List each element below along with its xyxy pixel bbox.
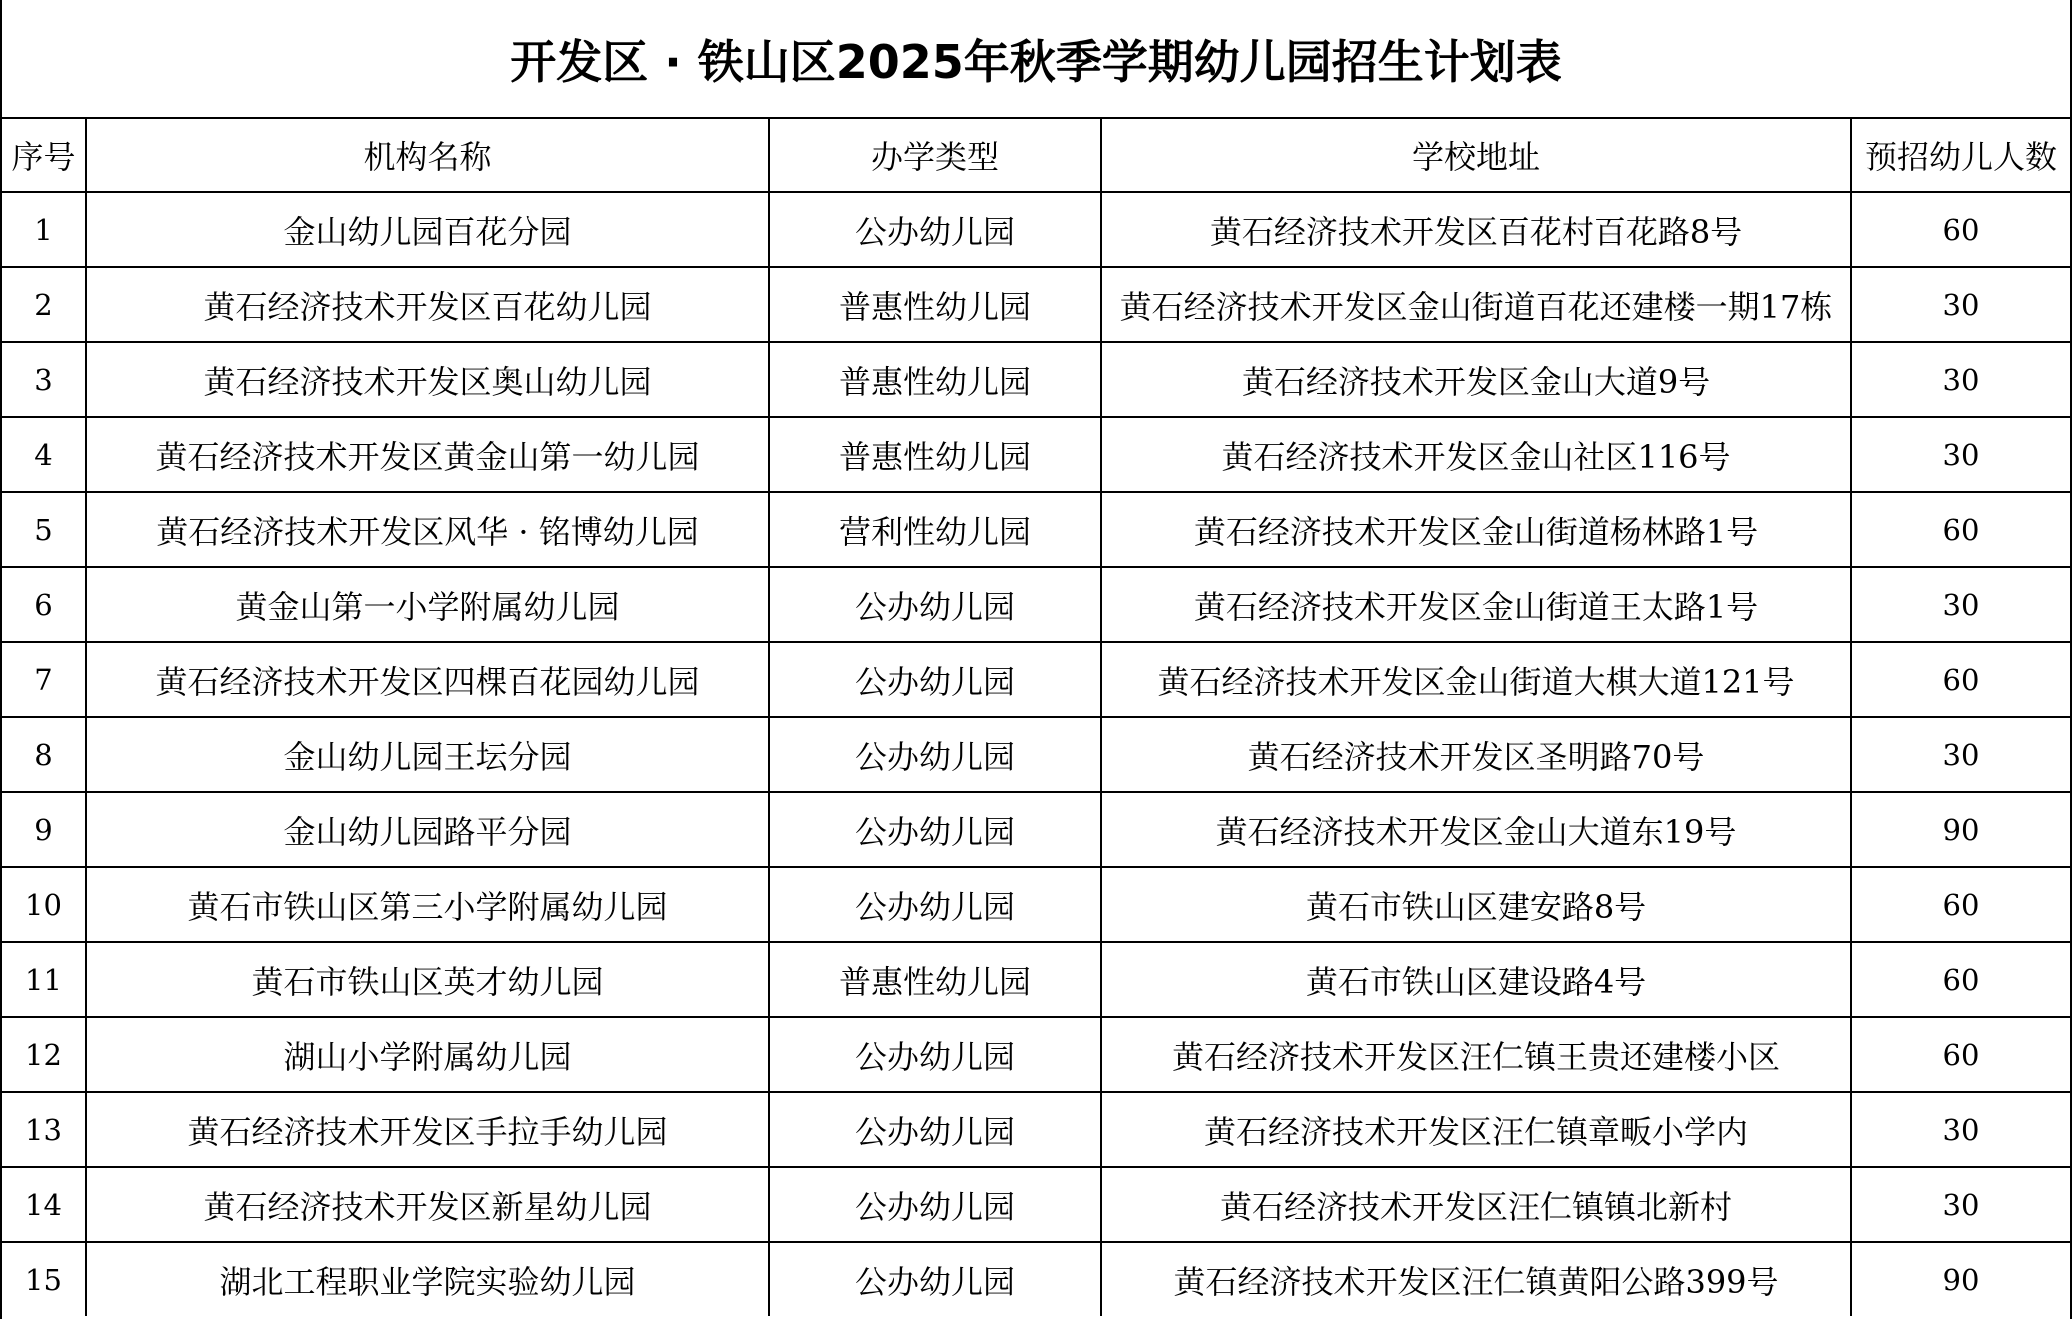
cell-index: 7 bbox=[2, 642, 86, 717]
table-row bbox=[2, 642, 2070, 717]
cell-institution-name: 黄石经济技术开发区百花幼儿园 bbox=[86, 267, 769, 342]
cell-school-type: 公办幼儿园 bbox=[769, 792, 1101, 867]
cell-index: 11 bbox=[2, 942, 86, 1017]
cell-school-type: 公办幼儿园 bbox=[769, 567, 1101, 642]
cell-planned-enrollment: 30 bbox=[1851, 1167, 2070, 1242]
cell-index: 3 bbox=[2, 342, 86, 417]
cell-school-address: 黄石经济技术开发区金山街道大棋大道121号 bbox=[1101, 642, 1851, 717]
cell-school-address: 黄石经济技术开发区金山大道9号 bbox=[1101, 342, 1851, 417]
page-title: 开发区 · 铁山区2025年秋季学期幼儿园招生计划表 bbox=[510, 34, 1562, 89]
cell-index: 6 bbox=[2, 567, 86, 642]
cell-index: 14 bbox=[2, 1167, 86, 1242]
cell-school-address: 黄石经济技术开发区汪仁镇黄阳公路399号 bbox=[1101, 1242, 1851, 1316]
table-row bbox=[2, 342, 2070, 417]
cell-school-address: 黄石经济技术开发区金山社区116号 bbox=[1101, 417, 1851, 492]
table-row bbox=[2, 267, 2070, 342]
cell-school-address: 黄石经济技术开发区汪仁镇章畈小学内 bbox=[1101, 1092, 1851, 1167]
cell-index: 4 bbox=[2, 417, 86, 492]
cell-planned-enrollment: 60 bbox=[1851, 492, 2070, 567]
cell-school-address: 黄石经济技术开发区金山街道杨林路1号 bbox=[1101, 492, 1851, 567]
cell-institution-name: 黄石经济技术开发区手拉手幼儿园 bbox=[86, 1092, 769, 1167]
cell-planned-enrollment: 60 bbox=[1851, 642, 2070, 717]
table-row bbox=[2, 867, 2070, 942]
cell-institution-name: 金山幼儿园路平分园 bbox=[86, 792, 769, 867]
cell-school-type: 公办幼儿园 bbox=[769, 717, 1101, 792]
cell-school-type: 公办幼儿园 bbox=[769, 1092, 1101, 1167]
cell-index: 8 bbox=[2, 717, 86, 792]
cell-index: 9 bbox=[2, 792, 86, 867]
cell-school-type: 公办幼儿园 bbox=[769, 1242, 1101, 1316]
cell-planned-enrollment: 30 bbox=[1851, 717, 2070, 792]
cell-school-address: 黄石经济技术开发区金山街道王太路1号 bbox=[1101, 567, 1851, 642]
table-row bbox=[2, 1242, 2070, 1316]
cell-school-type: 公办幼儿园 bbox=[769, 192, 1101, 267]
cell-index: 13 bbox=[2, 1092, 86, 1167]
table-row bbox=[2, 417, 2070, 492]
column-header-type: 办学类型 bbox=[769, 118, 1101, 192]
cell-planned-enrollment: 60 bbox=[1851, 192, 2070, 267]
table-row bbox=[2, 1017, 2070, 1092]
cell-index: 5 bbox=[2, 492, 86, 567]
cell-school-type: 公办幼儿园 bbox=[769, 642, 1101, 717]
cell-planned-enrollment: 30 bbox=[1851, 417, 2070, 492]
cell-institution-name: 金山幼儿园王坛分园 bbox=[86, 717, 769, 792]
cell-planned-enrollment: 30 bbox=[1851, 267, 2070, 342]
cell-planned-enrollment: 60 bbox=[1851, 1017, 2070, 1092]
cell-school-type: 普惠性幼儿园 bbox=[769, 267, 1101, 342]
cell-institution-name: 金山幼儿园百花分园 bbox=[86, 192, 769, 267]
cell-school-type: 营利性幼儿园 bbox=[769, 492, 1101, 567]
cell-school-address: 黄石经济技术开发区圣明路70号 bbox=[1101, 717, 1851, 792]
cell-school-address: 黄石市铁山区建安路8号 bbox=[1101, 867, 1851, 942]
cell-school-type: 普惠性幼儿园 bbox=[769, 417, 1101, 492]
cell-institution-name: 湖北工程职业学院实验幼儿园 bbox=[86, 1242, 769, 1316]
cell-institution-name: 黄石经济技术开发区奥山幼儿园 bbox=[86, 342, 769, 417]
table-row bbox=[2, 1167, 2070, 1242]
cell-index: 1 bbox=[2, 192, 86, 267]
cell-institution-name: 湖山小学附属幼儿园 bbox=[86, 1017, 769, 1092]
cell-school-address: 黄石经济技术开发区汪仁镇王贵还建楼小区 bbox=[1101, 1017, 1851, 1092]
table-row bbox=[2, 942, 2070, 1017]
cell-planned-enrollment: 90 bbox=[1851, 1242, 2070, 1316]
cell-school-address: 黄石经济技术开发区汪仁镇镇北新村 bbox=[1101, 1167, 1851, 1242]
table-header-row bbox=[2, 118, 2070, 192]
cell-planned-enrollment: 60 bbox=[1851, 942, 2070, 1017]
cell-planned-enrollment: 30 bbox=[1851, 567, 2070, 642]
cell-school-type: 普惠性幼儿园 bbox=[769, 942, 1101, 1017]
cell-index: 10 bbox=[2, 867, 86, 942]
cell-school-address: 黄石市铁山区建设路4号 bbox=[1101, 942, 1851, 1017]
cell-planned-enrollment: 30 bbox=[1851, 1092, 2070, 1167]
cell-index: 12 bbox=[2, 1017, 86, 1092]
column-header-name: 机构名称 bbox=[86, 118, 769, 192]
cell-school-address: 黄石经济技术开发区金山街道百花还建楼一期17栋 bbox=[1101, 267, 1851, 342]
cell-school-address: 黄石经济技术开发区百花村百花路8号 bbox=[1101, 192, 1851, 267]
table-row bbox=[2, 792, 2070, 867]
cell-planned-enrollment: 30 bbox=[1851, 342, 2070, 417]
table-row bbox=[2, 192, 2070, 267]
table-row bbox=[2, 567, 2070, 642]
cell-institution-name: 黄石经济技术开发区新星幼儿园 bbox=[86, 1167, 769, 1242]
cell-institution-name: 黄金山第一小学附属幼儿园 bbox=[86, 567, 769, 642]
table-body bbox=[2, 192, 2070, 1316]
column-header-index: 序号 bbox=[2, 118, 86, 192]
cell-institution-name: 黄石经济技术开发区风华 · 铭博幼儿园 bbox=[86, 492, 769, 567]
column-header-address: 学校地址 bbox=[1101, 118, 1851, 192]
cell-school-address: 黄石经济技术开发区金山大道东19号 bbox=[1101, 792, 1851, 867]
cell-school-type: 普惠性幼儿园 bbox=[769, 342, 1101, 417]
cell-planned-enrollment: 60 bbox=[1851, 867, 2070, 942]
column-header-count: 预招幼儿人数 bbox=[1851, 118, 2070, 192]
table-row bbox=[2, 717, 2070, 792]
cell-school-type: 公办幼儿园 bbox=[769, 1167, 1101, 1242]
enrollment-plan-table bbox=[2, 117, 2070, 1316]
table-row bbox=[2, 1092, 2070, 1167]
cell-institution-name: 黄石经济技术开发区四棵百花园幼儿园 bbox=[86, 642, 769, 717]
table-row bbox=[2, 492, 2070, 567]
cell-school-type: 公办幼儿园 bbox=[769, 1017, 1101, 1092]
cell-institution-name: 黄石经济技术开发区黄金山第一幼儿园 bbox=[86, 417, 769, 492]
cell-planned-enrollment: 90 bbox=[1851, 792, 2070, 867]
cell-institution-name: 黄石市铁山区第三小学附属幼儿园 bbox=[86, 867, 769, 942]
cell-index: 2 bbox=[2, 267, 86, 342]
cell-index: 15 bbox=[2, 1242, 86, 1316]
cell-school-type: 公办幼儿园 bbox=[769, 867, 1101, 942]
cell-institution-name: 黄石市铁山区英才幼儿园 bbox=[86, 942, 769, 1017]
